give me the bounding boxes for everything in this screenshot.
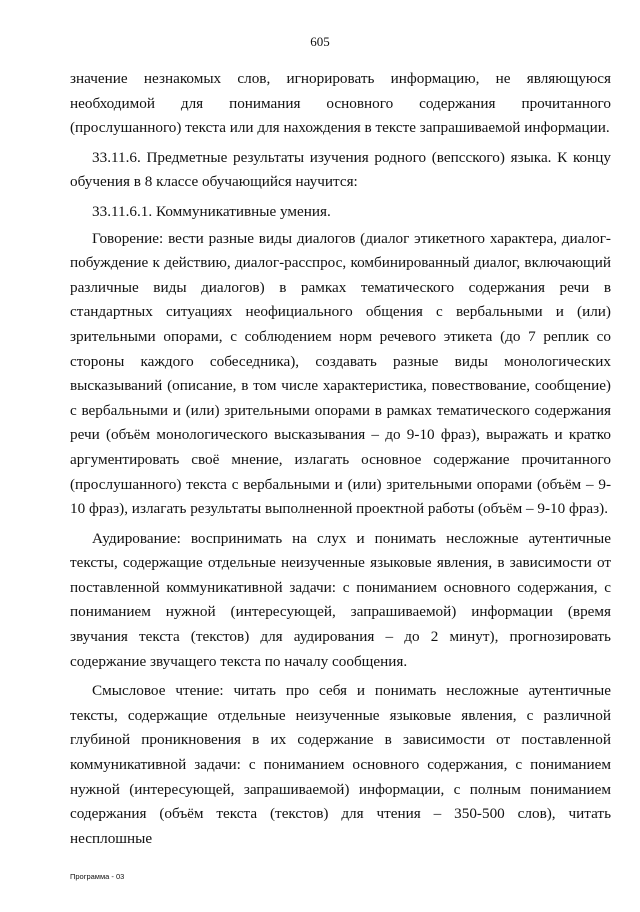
paragraph-section-33-11-6-1: 33.11.6.1. Коммуникативные умения.	[92, 202, 331, 220]
paragraph-listening: Аудирование: воспринимать на слух и понимать несложные аутентичные тексты, содержащие отдельные неизученные языковые явления, в зависимости от поставленной коммуникативной задачи: с пониманием основного содержания, с пониманием нужной (интересующей, запрашиваемой) информации (время звучания текста (текстов) для аудирования – до 2 минут), прогнозировать содержание звучащего текста по началу сообщения.	[70, 529, 611, 670]
paragraph-section-33-11-6: 33.11.6. Предметные результаты изучения родного (вепсского) языка. К концу обучения в 8 классе обучающийся научится:	[70, 148, 611, 191]
page-number: 605	[310, 34, 330, 49]
paragraph-speaking: Говорение: вести разные виды диалогов (диалог этикетного характера, диалог-побуждение к действию, диалог-расспрос, комбинированный диалог, включающий различные виды диалогов) в рамках тематического содержания речи в стандартных ситуациях неофициального общения с вербальными и (или) зрительными опорами, с соблюдением норм речевого этикета (до 7 реплик со стороны каждого собеседника), создавать разные виды монологических высказываний (описание, в том числе характеристика, повествование, сообщение) с вербальными и (или) зрительными опорами в рамках тематического содержания речи (объём монологического высказывания – до 9-10 фраз), выражать и кратко аргументировать своё мнение, излагать основное содержание прочитанного (прослушанного) текста с вербальными и (или) зрительными опорами (объём – 9-10 фраз), излагать результаты выполненной проектной работы (объём – 9-10 фраз).	[70, 229, 611, 518]
footer-label: Программа - 03	[70, 872, 125, 881]
paragraph-continuation: значение незнакомых слов, игнорировать информацию, не являющуюся необходимой для понимания основного содержания прочитанного (прослушанного) текста или для нахождения в тексте запрашиваемой информации.	[70, 70, 611, 137]
document-body	[70, 67, 611, 856]
paragraph-reading: Смысловое чтение: читать про себя и понимать несложные аутентичные тексты, содержащие отдельные неизученные языковые явления, с различной глубиной проникновения в их содержание в зависимости от поставленной коммуникативной задачи: с пониманием основного содержания, с пониманием нужной (интересующей, запрашиваемой) информации, с полным пониманием содержания (объём текста (текстов) для чтения – 350-500 слов), читать несплошные	[70, 682, 611, 847]
